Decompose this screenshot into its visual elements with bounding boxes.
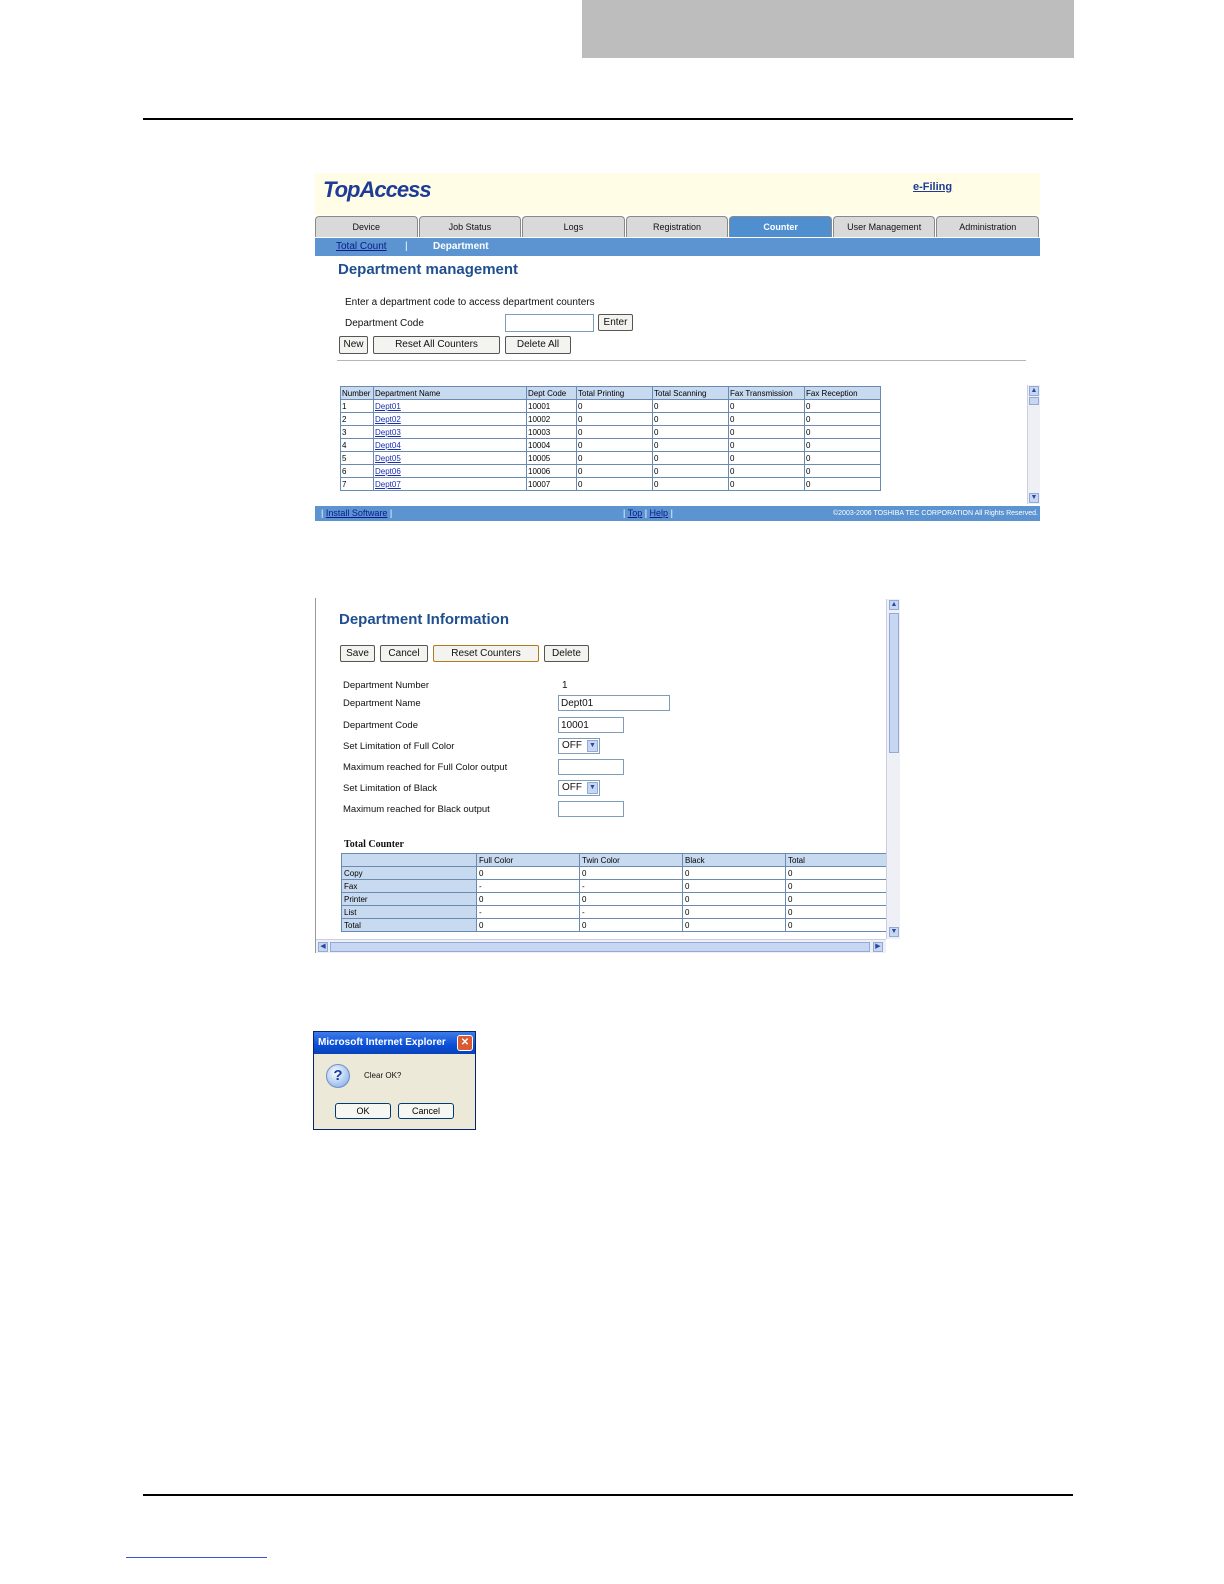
scroll-thumb[interactable] xyxy=(330,942,870,952)
table-row xyxy=(341,400,881,413)
cell-value: 0 xyxy=(653,465,729,478)
cell-number: 1 xyxy=(341,400,374,413)
save-button[interactable]: Save xyxy=(340,645,375,662)
cell-value: 0 xyxy=(683,880,786,893)
cell-name xyxy=(374,426,527,439)
tab-device[interactable]: Device xyxy=(315,216,418,237)
cell-code: 10007 xyxy=(527,478,577,491)
cell-value: 0 xyxy=(577,439,653,452)
department-link[interactable]: Dept07 xyxy=(375,479,401,489)
footer-links: | Top | Help | xyxy=(623,508,673,518)
cell-number: 7 xyxy=(341,478,374,491)
department-code-label: Department Code xyxy=(345,318,424,329)
tab-logs[interactable]: Logs xyxy=(522,216,625,237)
cancel-button[interactable]: Cancel xyxy=(398,1103,454,1119)
divider xyxy=(337,360,1026,361)
cell-value: 0 xyxy=(805,400,881,413)
topaccess-footer xyxy=(315,506,1040,521)
chevron-down-icon[interactable]: ▼ xyxy=(587,782,598,794)
cell-value: 0 xyxy=(805,439,881,452)
footer-install: | Install Software | xyxy=(321,508,393,518)
max-black-label: Maximum reached for Black output xyxy=(343,804,490,815)
max-full-color-input[interactable] xyxy=(558,759,624,775)
cell-value: 0 xyxy=(477,919,580,932)
table-row xyxy=(342,906,889,919)
tab-user-management[interactable]: User Management xyxy=(833,216,936,237)
scroll-down-icon[interactable]: ▼ xyxy=(1030,494,1038,501)
page-header-bar xyxy=(582,0,1074,58)
cell-value: 0 xyxy=(683,919,786,932)
cell-value: 0 xyxy=(577,413,653,426)
cell-value: 0 xyxy=(653,439,729,452)
tab-registration[interactable]: Registration xyxy=(626,216,729,237)
row-header: Copy xyxy=(342,867,477,880)
sub-navigation xyxy=(315,238,1040,256)
ok-button[interactable]: OK xyxy=(335,1103,391,1119)
cell-value: 0 xyxy=(786,880,889,893)
limit-black-value: OFF xyxy=(562,782,582,793)
cell-value: 0 xyxy=(653,452,729,465)
cell-code: 10004 xyxy=(527,439,577,452)
confirm-dialog xyxy=(313,1031,476,1130)
table-row xyxy=(341,439,881,452)
subnav-department: Department xyxy=(433,241,489,252)
footer-link-underline xyxy=(126,1557,267,1558)
col-full-color: Full Color xyxy=(477,854,580,867)
page-title: Department management xyxy=(338,261,519,278)
install-software-link[interactable]: Install Software xyxy=(325,508,388,518)
tab-counter[interactable]: Counter xyxy=(729,216,832,237)
department-code-label: Department Code xyxy=(343,720,418,731)
limit-full-color-label: Set Limitation of Full Color xyxy=(343,741,455,752)
cell-value: 0 xyxy=(580,919,683,932)
cell-value: - xyxy=(580,906,683,919)
top-rule xyxy=(143,118,1073,120)
cell-value: 0 xyxy=(577,478,653,491)
max-black-input[interactable] xyxy=(558,801,624,817)
total-counter-table xyxy=(341,853,889,932)
table-row xyxy=(342,919,889,932)
delete-all-button[interactable]: Delete All xyxy=(505,336,571,354)
cell-code: 10001 xyxy=(527,400,577,413)
table-row xyxy=(341,452,881,465)
delete-button[interactable]: Delete xyxy=(544,645,589,662)
cell-value: 0 xyxy=(580,867,683,880)
subnav-total-count-link[interactable]: Total Count xyxy=(336,241,387,252)
table-row xyxy=(342,880,889,893)
cell-number: 2 xyxy=(341,413,374,426)
scroll-up-icon[interactable]: ▲ xyxy=(1030,387,1038,394)
cell-value: - xyxy=(477,906,580,919)
cell-value: 0 xyxy=(805,478,881,491)
instruction-text: Enter a department code to access department counters xyxy=(345,297,595,308)
subnav-separator: | xyxy=(405,241,408,252)
tab-administration[interactable]: Administration xyxy=(936,216,1039,237)
department-link[interactable]: Dept01 xyxy=(375,401,401,411)
cell-value: 0 xyxy=(729,452,805,465)
close-icon[interactable]: ✕ xyxy=(457,1035,473,1051)
cell-name xyxy=(374,478,527,491)
department-link[interactable]: Dept03 xyxy=(375,427,401,437)
cell-value: 0 xyxy=(729,426,805,439)
cell-value: 0 xyxy=(653,478,729,491)
col-fax-transmission: Fax Transmission xyxy=(729,387,805,400)
col-fax-reception: Fax Reception xyxy=(805,387,881,400)
department-number-label: Department Number xyxy=(343,680,430,691)
scroll-left-icon[interactable]: ◀ xyxy=(318,942,328,952)
cell-value: 0 xyxy=(653,413,729,426)
department-code-input[interactable] xyxy=(505,314,594,332)
limit-black-select[interactable] xyxy=(558,780,600,796)
cell-value: 0 xyxy=(786,867,889,880)
cell-value: 0 xyxy=(805,413,881,426)
cell-value: 0 xyxy=(577,452,653,465)
bottom-rule xyxy=(143,1494,1073,1496)
scroll-right-icon[interactable]: ▶ xyxy=(873,942,883,952)
cell-value: 0 xyxy=(729,439,805,452)
table-row xyxy=(341,426,881,439)
cell-value: 0 xyxy=(577,400,653,413)
cancel-button[interactable]: Cancel xyxy=(380,645,428,662)
cell-value: 0 xyxy=(653,400,729,413)
cell-value: 0 xyxy=(477,893,580,906)
help-link[interactable]: Help xyxy=(649,508,669,518)
department-name-input[interactable]: Dept01 xyxy=(558,695,670,711)
cell-value: 0 xyxy=(729,413,805,426)
total-counter-title: Total Counter xyxy=(344,839,404,850)
cell-number: 4 xyxy=(341,439,374,452)
table-row xyxy=(341,413,881,426)
cell-value: - xyxy=(580,880,683,893)
cell-code: 10003 xyxy=(527,426,577,439)
cell-value: 0 xyxy=(729,400,805,413)
department-code-input[interactable]: 10001 xyxy=(558,717,624,733)
cell-number: 3 xyxy=(341,426,374,439)
col-department-name: Department Name xyxy=(374,387,527,400)
top-link[interactable]: Top xyxy=(627,508,643,518)
enter-button[interactable]: Enter xyxy=(598,314,633,331)
new-button[interactable]: New xyxy=(339,336,368,354)
table-vertical-scrollbar[interactable] xyxy=(1027,385,1040,504)
department-link[interactable]: Dept04 xyxy=(375,440,401,450)
row-header: Total xyxy=(342,919,477,932)
horizontal-scrollbar[interactable] xyxy=(316,939,886,953)
cell-code: 10005 xyxy=(527,452,577,465)
scroll-down-icon[interactable]: ▼ xyxy=(890,928,898,935)
col-dept-code: Dept Code xyxy=(527,387,577,400)
col-number: Number xyxy=(341,387,374,400)
page-title: Department Information xyxy=(339,611,510,628)
topaccess-logo: TopAccess xyxy=(323,177,431,202)
max-full-color-label: Maximum reached for Full Color output xyxy=(343,762,508,773)
cell-value: 0 xyxy=(786,893,889,906)
cell-value: 0 xyxy=(805,452,881,465)
cell-name xyxy=(374,439,527,452)
main-tabs xyxy=(315,216,1040,238)
cell-value: 0 xyxy=(729,478,805,491)
cell-value: 0 xyxy=(786,906,889,919)
cell-code: 10002 xyxy=(527,413,577,426)
cell-number: 5 xyxy=(341,452,374,465)
col-twin-color: Twin Color xyxy=(580,854,683,867)
table-row xyxy=(341,478,881,491)
cell-value: 0 xyxy=(729,465,805,478)
vertical-scrollbar[interactable] xyxy=(886,599,900,939)
chevron-down-icon[interactable]: ▼ xyxy=(587,740,598,752)
dialog-title: Microsoft Internet Explorer xyxy=(314,1032,475,1054)
col-total: Total xyxy=(786,854,889,867)
row-header: Printer xyxy=(342,893,477,906)
cell-value: 0 xyxy=(805,465,881,478)
scroll-up-icon[interactable]: ▲ xyxy=(890,601,898,608)
reset-all-counters-button[interactable]: Reset All Counters xyxy=(373,336,500,354)
col-total-printing: Total Printing xyxy=(577,387,653,400)
limit-full-color-select[interactable] xyxy=(558,738,600,754)
cell-value: 0 xyxy=(577,465,653,478)
scroll-thumb[interactable] xyxy=(889,613,899,753)
department-number-value: 1 xyxy=(562,680,568,691)
table-row xyxy=(341,465,881,478)
cell-value: 0 xyxy=(580,893,683,906)
cell-value: 0 xyxy=(683,867,786,880)
department-name-label: Department Name xyxy=(343,698,421,709)
cell-number: 6 xyxy=(341,465,374,478)
row-header: List xyxy=(342,906,477,919)
department-link[interactable]: Dept06 xyxy=(375,466,401,476)
scroll-thumb[interactable] xyxy=(1029,397,1039,405)
cell-code: 10006 xyxy=(527,465,577,478)
col-total-scanning: Total Scanning xyxy=(653,387,729,400)
limit-full-color-value: OFF xyxy=(562,740,582,751)
cell-value: 0 xyxy=(477,867,580,880)
department-link[interactable]: Dept05 xyxy=(375,453,401,463)
copyright-text: ©2003-2006 TOSHIBA TEC CORPORATION All Rights Reserved. xyxy=(833,510,1038,517)
department-information-screenshot xyxy=(315,598,900,953)
question-icon: ? xyxy=(326,1064,350,1088)
cell-value: 0 xyxy=(683,893,786,906)
tab-job-status[interactable]: Job Status xyxy=(419,216,522,237)
cell-name xyxy=(374,452,527,465)
reset-counters-button[interactable]: Reset Counters xyxy=(433,645,539,662)
limit-black-label: Set Limitation of Black xyxy=(343,783,437,794)
cell-value: 0 xyxy=(653,426,729,439)
cell-name xyxy=(374,413,527,426)
efiling-link[interactable]: e-Filing xyxy=(913,181,953,193)
table-row xyxy=(342,867,889,880)
cell-value: 0 xyxy=(786,919,889,932)
dialog-message: Clear OK? xyxy=(364,1071,402,1080)
col-black: Black xyxy=(683,854,786,867)
department-link[interactable]: Dept02 xyxy=(375,414,401,424)
cell-value: 0 xyxy=(577,426,653,439)
cell-value: - xyxy=(477,880,580,893)
department-table xyxy=(340,386,881,491)
cell-name xyxy=(374,400,527,413)
cell-value: 0 xyxy=(683,906,786,919)
cell-value: 0 xyxy=(805,426,881,439)
col-blank xyxy=(342,854,477,867)
topaccess-header xyxy=(315,173,1040,215)
row-header: Fax xyxy=(342,880,477,893)
table-row xyxy=(342,893,889,906)
cell-name xyxy=(374,465,527,478)
department-management-screenshot xyxy=(315,173,1040,521)
